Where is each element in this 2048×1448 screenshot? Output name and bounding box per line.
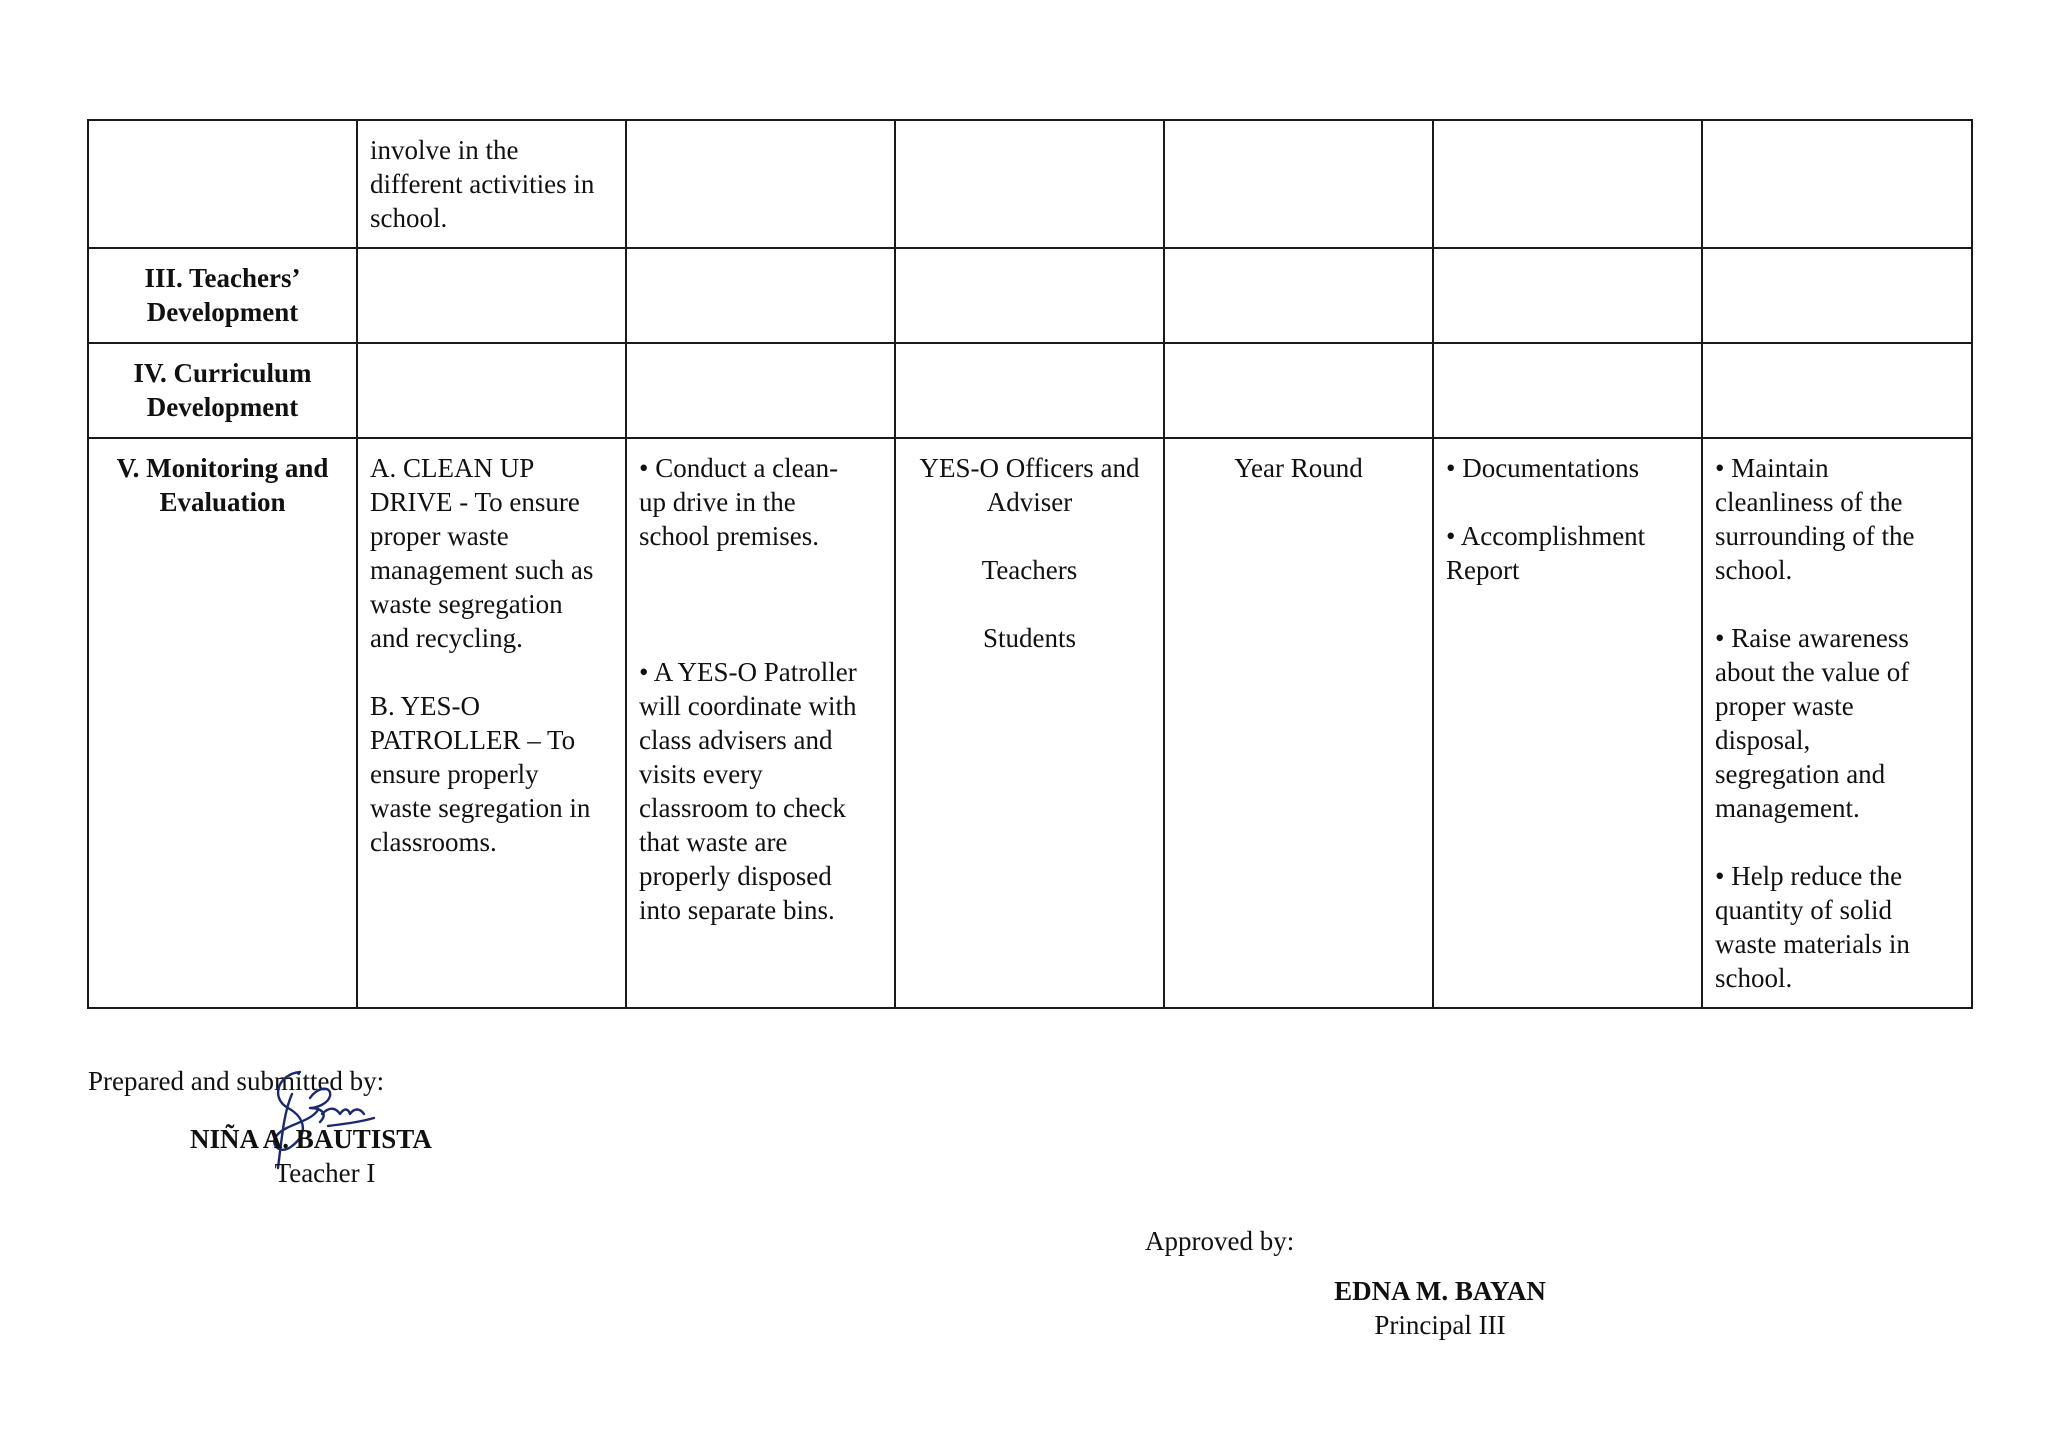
person-line: YES-O Officers and — [919, 453, 1140, 483]
mov-cell — [1433, 120, 1702, 248]
table-row — [88, 438, 1972, 1008]
objective-line: different activities in — [370, 169, 595, 199]
outcome-cell — [1702, 248, 1972, 343]
objective-line: A. CLEAN UP — [370, 453, 535, 483]
mov-cell — [1433, 248, 1702, 343]
objective-line: school. — [370, 203, 448, 233]
mov-cell — [1433, 438, 1702, 1008]
table-row — [88, 248, 1972, 343]
person-line: Students — [982, 623, 1076, 653]
objectives-cell — [357, 248, 626, 343]
area-line: Development — [146, 392, 299, 422]
preparer-title: Teacher I — [274, 1158, 376, 1188]
outcome-line: disposal, — [1715, 725, 1811, 755]
time-frame-cell — [1164, 120, 1433, 248]
objective-line: and recycling. — [370, 623, 523, 653]
spacer — [639, 553, 882, 655]
objective-line: classrooms. — [370, 827, 497, 857]
activities-cell — [626, 120, 895, 248]
outcome-line: about the value of — [1715, 657, 1910, 687]
mov-line: • Documentations — [1446, 453, 1640, 483]
area-line: V. Monitoring and — [116, 453, 329, 483]
outcome-cell — [1702, 343, 1972, 438]
activity-line: school premises. — [639, 521, 819, 551]
persons-cell — [895, 343, 1164, 438]
outcome-line: segregation and — [1715, 759, 1886, 789]
outcome-line: school. — [1715, 555, 1793, 585]
objectives-cell — [357, 343, 626, 438]
objective-line: PATROLLER – To — [370, 725, 576, 755]
activities-cell — [626, 343, 895, 438]
spacer — [1446, 485, 1689, 519]
spacer — [908, 519, 1151, 553]
objective-line: B. YES-O — [370, 691, 481, 721]
objective-line: DRIVE - To ensure — [370, 487, 580, 517]
outcome-line: • Help reduce the — [1715, 861, 1903, 891]
outcome-cell — [1702, 120, 1972, 248]
time-frame-cell — [1164, 343, 1433, 438]
objective-line: proper waste — [370, 521, 509, 551]
activity-line: into separate bins. — [639, 895, 835, 925]
objective-line: management such as — [370, 555, 594, 585]
table-row — [88, 343, 1972, 438]
spacer — [908, 587, 1151, 621]
activities-cell — [626, 438, 895, 1008]
outcome-line: management. — [1715, 793, 1860, 823]
spacer — [1715, 587, 1959, 621]
signature-text: Bautista — [248, 1064, 252, 1065]
spacer — [370, 655, 613, 689]
outcome-line: cleanliness of the — [1715, 487, 1903, 517]
area-cell — [88, 120, 357, 248]
persons-cell — [895, 120, 1164, 248]
objective-line: waste segregation — [370, 589, 563, 619]
activity-line: class advisers and — [639, 725, 833, 755]
activity-line: visits every — [639, 759, 763, 789]
table-row — [88, 120, 1972, 248]
mov-cell — [1433, 343, 1702, 438]
preparer-name: NIÑA A. BAUTISTA — [190, 1124, 432, 1154]
persons-cell — [895, 438, 1164, 1008]
activities-cell — [626, 248, 895, 343]
activity-line: up drive in the — [639, 487, 796, 517]
area-line: Evaluation — [159, 487, 286, 517]
outcome-cell — [1702, 438, 1972, 1008]
objectives-cell — [357, 438, 626, 1008]
outcome-line: school. — [1715, 963, 1793, 993]
mov-line: Report — [1446, 555, 1520, 585]
area-cell-monitoring-evaluation — [88, 438, 357, 1008]
activity-line: • A YES-O Patroller — [639, 657, 857, 687]
activity-line: • Conduct a clean- — [639, 453, 839, 483]
time-frame-line: Year Round — [1234, 453, 1363, 483]
time-frame-cell — [1164, 438, 1433, 1008]
time-frame-cell — [1164, 248, 1433, 343]
objective-line: involve in the — [370, 135, 519, 165]
outcome-line: surrounding of the — [1715, 521, 1915, 551]
area-line: III. Teachers’ — [144, 263, 301, 293]
outcome-line: • Maintain — [1715, 453, 1829, 483]
person-line: Teachers — [981, 555, 1078, 585]
activity-line: classroom to check — [639, 793, 846, 823]
mov-line: • Accomplishment — [1446, 521, 1646, 551]
spacer — [1715, 825, 1959, 859]
area-line: IV. Curriculum — [133, 358, 312, 388]
outcome-line: • Raise awareness — [1715, 623, 1909, 653]
area-line: Development — [146, 297, 299, 327]
activity-line: properly disposed — [639, 861, 832, 891]
area-cell-teachers-development — [88, 248, 357, 343]
persons-cell — [895, 248, 1164, 343]
area-cell-curriculum-development — [88, 343, 357, 438]
approved-by-label: Approved by: — [1145, 1226, 1295, 1256]
approver-title: Principal III — [1374, 1310, 1506, 1340]
prepared-by-label: Prepared and submitted by: — [88, 1066, 385, 1096]
objective-line: waste segregation in — [370, 793, 591, 823]
outcome-line: waste materials in — [1715, 929, 1910, 959]
activity-line: will coordinate with — [639, 691, 857, 721]
objective-line: ensure properly — [370, 759, 539, 789]
action-plan-table — [87, 119, 1973, 1009]
outcome-line: quantity of solid — [1715, 895, 1892, 925]
activity-line: that waste are — [639, 827, 788, 857]
objectives-cell — [357, 120, 626, 248]
person-line: Adviser — [986, 487, 1073, 517]
approver-name: EDNA M. BAYAN — [1334, 1276, 1546, 1306]
outcome-line: proper waste — [1715, 691, 1854, 721]
